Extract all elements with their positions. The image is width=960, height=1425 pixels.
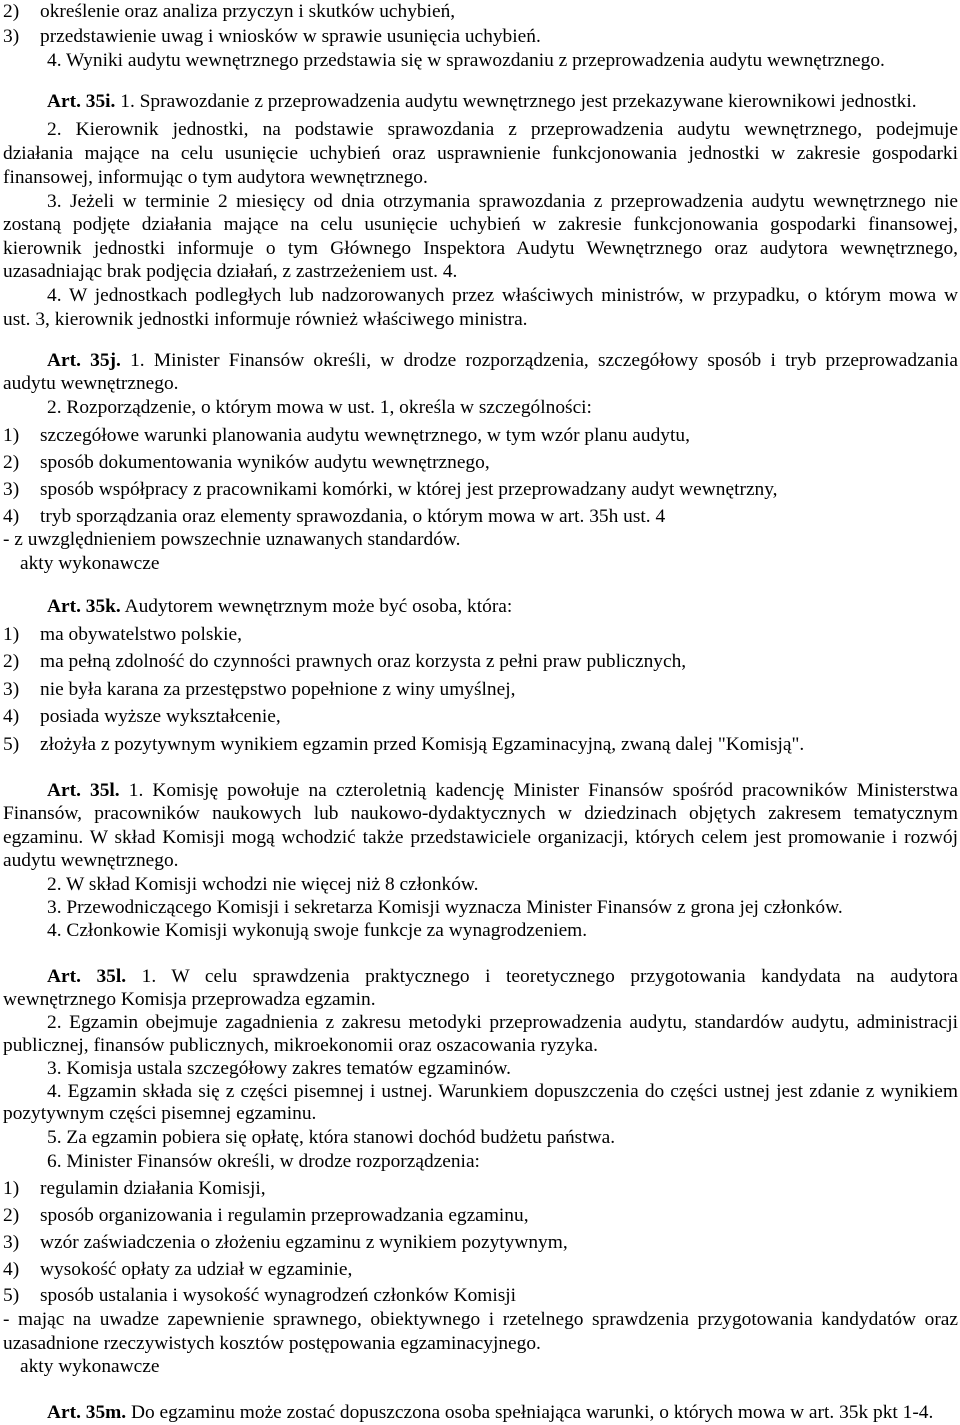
article-heading: Art. 35m. xyxy=(47,1402,127,1423)
list-item xyxy=(3,651,958,673)
list-item-text: sposób organizowania i regulamin przeprowadzania egzaminu, xyxy=(40,1205,529,1226)
text-line: pozytywnym części pisemnej egzaminu. xyxy=(3,1103,317,1124)
text-line: 3. Przewodniczącego Komisji i sekretarza Komisji wyznacza Minister Finansów z grona jej członków. xyxy=(47,897,843,918)
list-item-text: tryb sporządzania oraz elementy sprawozdania, o którym mowa w art. 35h ust. 4 xyxy=(40,506,666,527)
text-line: audytu wewnętrznego. xyxy=(3,850,179,871)
executive-acts-label: akty wykonawcze xyxy=(20,553,160,574)
list-item xyxy=(3,1259,958,1281)
list-item-text: ma pełną zdolność do czynności prawnych oraz korzysta z pełni praw publicznych, xyxy=(40,651,687,672)
article-35i-first-line xyxy=(3,91,958,113)
list-item-text: nie była karana za przestępstwo popełnione z winy umyślnej, xyxy=(40,679,516,700)
article-heading: Art. 35l. xyxy=(47,780,120,801)
text-line: 2. Egzamin obejmuje zagadnienia z zakresu metodyki przeprowadzenia audytu, standardów audytu, administracji xyxy=(47,1012,958,1033)
text-line: 6. Minister Finansów określi, w drodze rozporządzenia: xyxy=(47,1151,480,1172)
list-item xyxy=(3,679,958,701)
list-number: 3) xyxy=(3,26,20,47)
text-line: 4. Członkowie Komisji wykonują swoje funkcje za wynagrodzeniem. xyxy=(47,920,588,941)
list-number: 2) xyxy=(3,1,20,22)
article-35j-first-line xyxy=(3,350,958,372)
list-item xyxy=(3,1285,958,1307)
list-item xyxy=(3,1232,958,1254)
list-item-text: złożyła z pozytywnym wynikiem egzamin przed Komisją Egzaminacyjną, zwaną dalej "Komisją". xyxy=(40,734,805,755)
list-number: 5) xyxy=(3,1285,20,1306)
list-item xyxy=(3,1178,958,1200)
article-35k-first-line xyxy=(3,596,958,618)
list-number: 4) xyxy=(3,706,20,727)
list-item-text: określenie oraz analiza przyczyn i skutków uchybień, xyxy=(40,1,456,22)
closing-clause: - mając na uwadze zapewnienie sprawnego, obiektywnego i rzetelnego sprawdzenia przygotowania kandydatów oraz xyxy=(3,1309,958,1330)
list-item xyxy=(3,1,958,23)
text-line: wewnętrznego Komisja przeprowadza egzamin. xyxy=(3,989,376,1010)
list-number: 4) xyxy=(3,1259,20,1280)
list-item xyxy=(3,26,958,48)
list-number: 3) xyxy=(3,1232,20,1253)
list-number: 3) xyxy=(3,479,20,500)
text-line: 2. Rozporządzenie, o którym mowa w ust. 1, określa w szczególności: xyxy=(47,397,592,418)
text-line: 4. Egzamin składa się z części pisemnej i ustnej. Warunkiem dopuszczenia do części ustnej jest zdanie z wynikiem xyxy=(47,1081,958,1102)
list-item xyxy=(3,425,958,447)
text-line: uzasadniając brak podjęcia działań, z zastrzeżeniem ust. 4. xyxy=(3,261,458,282)
list-number: 3) xyxy=(3,679,20,700)
text-line: 1. Minister Finansów określi, w drodze rozporządzenia, szczegółowy sposób i tryb przeprowadzania xyxy=(130,350,958,371)
article-heading: Art. 35k. xyxy=(47,596,121,617)
list-item-text: regulamin działania Komisji, xyxy=(40,1178,266,1199)
article-35l-exam-first-line xyxy=(3,966,958,988)
executive-acts-label: akty wykonawcze xyxy=(20,1356,160,1377)
article-35l-first-line xyxy=(3,780,958,802)
text-line: Audytorem wewnętrznym może być osoba, która: xyxy=(124,596,513,617)
text-line: 2. W skład Komisji wchodzi nie więcej niż 8 członków. xyxy=(47,874,479,895)
text-line: audytu wewnętrznego. xyxy=(3,373,179,394)
list-item xyxy=(3,624,958,646)
text-line: działania mające na celu usunięcie uchybień oraz usprawnienie funkcjonowania jednostki w zakresie gospodarki xyxy=(3,143,958,164)
article-heading: Art. 35j. xyxy=(47,350,121,371)
list-number: 2) xyxy=(3,452,20,473)
list-item xyxy=(3,506,958,528)
text-line: 3. Jeżeli w terminie 2 miesięcy od dnia otrzymania sprawozdania z przeprowadzenia audytu wewnętrznego nie xyxy=(47,191,958,212)
text-line: finansowej, informując o tym audytora wewnętrznego. xyxy=(3,167,428,188)
text-line: 4. Wyniki audytu wewnętrznego przedstawia się w sprawozdaniu z przeprowadzenia audytu wewnętrznego. xyxy=(47,50,885,71)
list-number: 4) xyxy=(3,506,20,527)
closing-clause: - z uwzględnieniem powszechnie uznawanych standardów. xyxy=(3,529,461,550)
list-number: 1) xyxy=(3,624,20,645)
text-line: 1. Komisję powołuje na czteroletnią kadencję Minister Finansów spośród pracowników Ministerstwa xyxy=(128,780,958,801)
text-line: 3. Komisja ustala szczegółowy zakres tematów egzaminów. xyxy=(47,1058,511,1079)
list-item-text: szczegółowe warunki planowania audytu wewnętrznego, w tym wzór planu audytu, xyxy=(40,425,690,446)
text-line: ust. 3, kierownik jednostki informuje również właściwego ministra. xyxy=(3,309,528,330)
list-item-text: sposób dokumentowania wyników audytu wewnętrznego, xyxy=(40,452,490,473)
text-line: 1. W celu sprawdzenia praktycznego i teoretycznego przygotowania kandydata na audytora xyxy=(141,966,958,987)
article-heading: Art. 35l. xyxy=(47,966,127,987)
list-item xyxy=(3,1205,958,1227)
list-number: 1) xyxy=(3,1178,20,1199)
list-item-text: posiada wyższe wykształcenie, xyxy=(40,706,281,727)
list-number: 2) xyxy=(3,651,20,672)
list-item xyxy=(3,706,958,728)
list-number: 2) xyxy=(3,1205,20,1226)
text-line: 5. Za egzamin pobiera się opłatę, która stanowi dochód budżetu państwa. xyxy=(47,1127,616,1148)
text-line: kierownik jednostki informuje o tym Głównego Inspektora Audytu Wewnętrznego oraz audytora wewnętrznego, xyxy=(3,238,958,259)
text-line: 1. Sprawozdanie z przeprowadzenia audytu wewnętrznego jest przekazywane kierownikowi jednostki. xyxy=(120,91,917,112)
closing-clause: uzasadnione rzeczywistych kosztów postępowania egzaminacyjnego. xyxy=(3,1333,541,1354)
text-line: 4. W jednostkach podległych lub nadzorowanych przez właściwych ministrów, w przypadku, o którym mowa w xyxy=(47,285,958,306)
list-number: 1) xyxy=(3,425,20,446)
list-item-text: przedstawienie uwag i wniosków w sprawie usunięcia uchybień. xyxy=(40,26,541,47)
text-line: Do egzaminu może zostać dopuszczona osoba spełniająca warunki, o których mowa w art. 35k pkt 1-4. xyxy=(131,1402,934,1423)
list-item-text: sposób ustalania i wysokość wynagrodzeń członków Komisji xyxy=(40,1285,517,1306)
text-line: zostaną podjęte działania mające na celu usunięcie uchybień w zakresie funkcjonowania gospodarki finansowej, xyxy=(3,214,958,235)
list-item xyxy=(3,479,958,501)
text-line: Finansów, pracowników naukowych lub naukowo-dydaktycznych w dziedzinach objętych zakresem tematycznym xyxy=(3,803,958,824)
list-item xyxy=(3,734,958,756)
article-heading: Art. 35i. xyxy=(47,91,116,112)
text-line: publicznej, finansów publicznych, mikroekonomii oraz oszacowania ryzyka. xyxy=(3,1035,598,1056)
text-line: egzaminu. W skład Komisji mogą wchodzić także przedstawiciele organizacji, których celem jest promowanie i rozwój xyxy=(3,827,958,848)
list-item-text: sposób współpracy z pracownikami komórki, w której jest przeprowadzany audyt wewnętrzny, xyxy=(40,479,778,500)
list-item-text: ma obywatelstwo polskie, xyxy=(40,624,242,645)
list-item-text: wysokość opłaty za udział w egzaminie, xyxy=(40,1259,353,1280)
list-item xyxy=(3,452,958,474)
list-number: 5) xyxy=(3,734,20,755)
text-line: 2. Kierownik jednostki, na podstawie sprawozdania z przeprowadzenia audytu wewnętrznego, podejmuje xyxy=(47,119,958,140)
article-35m-first-line xyxy=(3,1402,958,1424)
list-item-text: wzór zaświadczenia o złożeniu egzaminu z wynikiem pozytywnym, xyxy=(40,1232,568,1253)
